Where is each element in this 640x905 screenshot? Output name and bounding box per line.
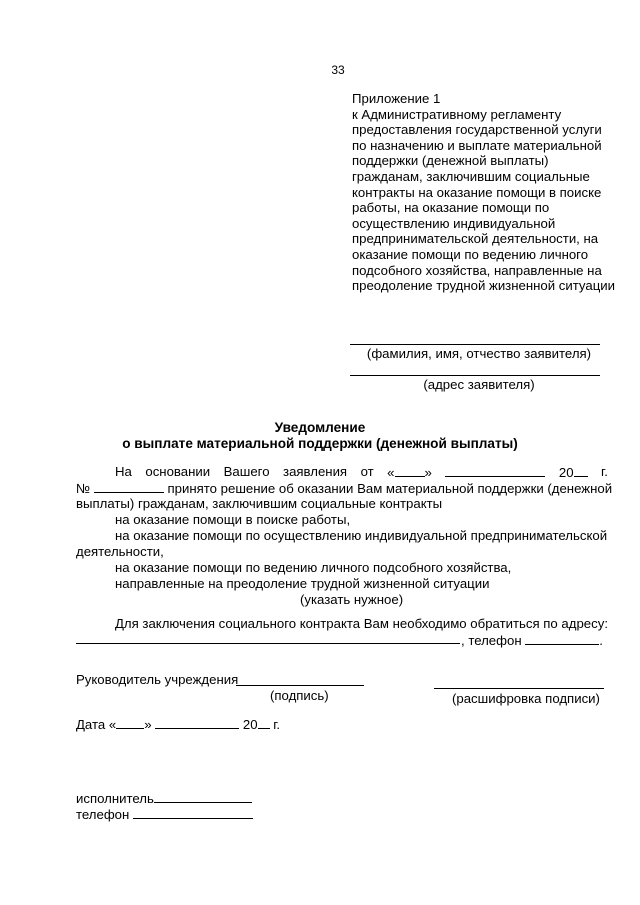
executor-phone-row [76, 806, 253, 823]
select-hint: (указать нужное) [300, 592, 404, 607]
appendix-line: подсобного хозяйства, направленные на [352, 262, 602, 278]
application-date-day [387, 464, 432, 481]
period: . [599, 633, 603, 648]
appendix-line: Приложение 1 [352, 91, 441, 106]
applicant-address-line[interactable] [350, 375, 600, 376]
word: Вашего [223, 464, 270, 479]
appendix-line: осуществлению индивидуальной [352, 215, 556, 231]
year-blank[interactable] [574, 464, 588, 477]
date-month-blank[interactable] [155, 716, 239, 729]
executor-label: исполнитель [76, 791, 154, 806]
decision-text: принято решение об оказании Вам материальной поддержки (денежной [167, 481, 613, 496]
appendix-line: по назначению и выплате материальной [352, 137, 602, 153]
address-blank[interactable] [76, 643, 460, 644]
appendix-line: предпринимательской деятельности, на [352, 231, 599, 247]
word: основании [145, 464, 211, 479]
appendix-line: к Административному регламенту [352, 106, 562, 122]
executor-row [76, 790, 252, 807]
applicant-name-caption: (фамилия, имя, отчество заявителя) [366, 346, 592, 361]
appendix-line: гражданам, заключившим социальные [352, 168, 590, 184]
month-blank[interactable] [445, 464, 545, 477]
body-line-1 [115, 464, 608, 481]
option-household[interactable]: на оказание помощи по ведению личного подсобного хозяйства, [115, 560, 512, 575]
address-instruction: Для заключения социального контракта Вам необходимо обратиться по адресу: [115, 616, 608, 631]
option-job-search[interactable]: на оказание помощи в поиске работы, [115, 512, 351, 527]
appendix-line: оказание помощи по ведению личного [352, 246, 589, 262]
date-year-prefix: 20 [242, 717, 258, 732]
appendix-line: контракты на оказание помощи в поиске [352, 184, 602, 200]
signature-caption: (подпись) [270, 688, 329, 703]
notice-subtitle: о выплате материальной поддержки (денежной выплаты) [122, 436, 518, 451]
phone-row [461, 632, 603, 649]
word: от [360, 464, 374, 479]
appendix-block [352, 91, 622, 294]
head-of-institution-label: Руководитель учреждения [76, 672, 239, 687]
executor-phone-blank[interactable] [133, 806, 253, 819]
application-number-blank[interactable] [94, 480, 164, 493]
signature-blank[interactable] [236, 685, 364, 686]
date-close-quote: » [144, 717, 152, 732]
date-year-suffix: г. [273, 717, 281, 732]
phone-blank[interactable] [525, 632, 599, 645]
applicant-name-line[interactable] [350, 344, 600, 345]
year-field [559, 464, 588, 481]
appendix-line: преодоление трудной жизненной ситуации [352, 278, 615, 294]
applicant-address-caption: (адрес заявителя) [423, 377, 535, 392]
appendix-line: предоставления государственной услуги [352, 122, 602, 138]
appendix-line: работы, на оказание помощи по [352, 200, 550, 216]
signature-decode-caption: (расшифровка подписи) [452, 691, 600, 706]
date-day-blank[interactable] [116, 716, 144, 729]
date-year-blank[interactable] [258, 716, 270, 729]
day-blank[interactable] [395, 464, 425, 477]
number-sign: № [76, 481, 91, 496]
body-line-3: выплаты) гражданам, заключившим социальные контракты [76, 496, 443, 511]
option-entrepreneurship[interactable]: на оказание помощи по осуществлению индивидуальной предпринимательской [115, 528, 608, 543]
quote-close: » [424, 465, 432, 480]
body-line-8: направленные на преодоление трудной жизненной ситуации [115, 576, 490, 591]
word: На [115, 464, 132, 479]
word: заявления [283, 464, 348, 479]
appendix-line: поддержки (денежной выплаты) [352, 153, 549, 169]
executor-blank[interactable] [154, 790, 252, 803]
body-line-6: деятельности, [76, 544, 164, 559]
quote-open: « [387, 465, 395, 480]
date-label: Дата « [76, 717, 117, 732]
signature-decode-blank[interactable] [434, 688, 604, 689]
page-number: 33 [331, 63, 345, 77]
word: г. [601, 464, 608, 479]
notice-title: Уведомление [274, 420, 366, 435]
date-row [76, 716, 280, 733]
phone-label: , телефон [461, 633, 522, 648]
executor-phone-label: телефон [76, 807, 130, 822]
year-prefix: 20 [558, 465, 574, 480]
body-line-2 [76, 480, 612, 497]
